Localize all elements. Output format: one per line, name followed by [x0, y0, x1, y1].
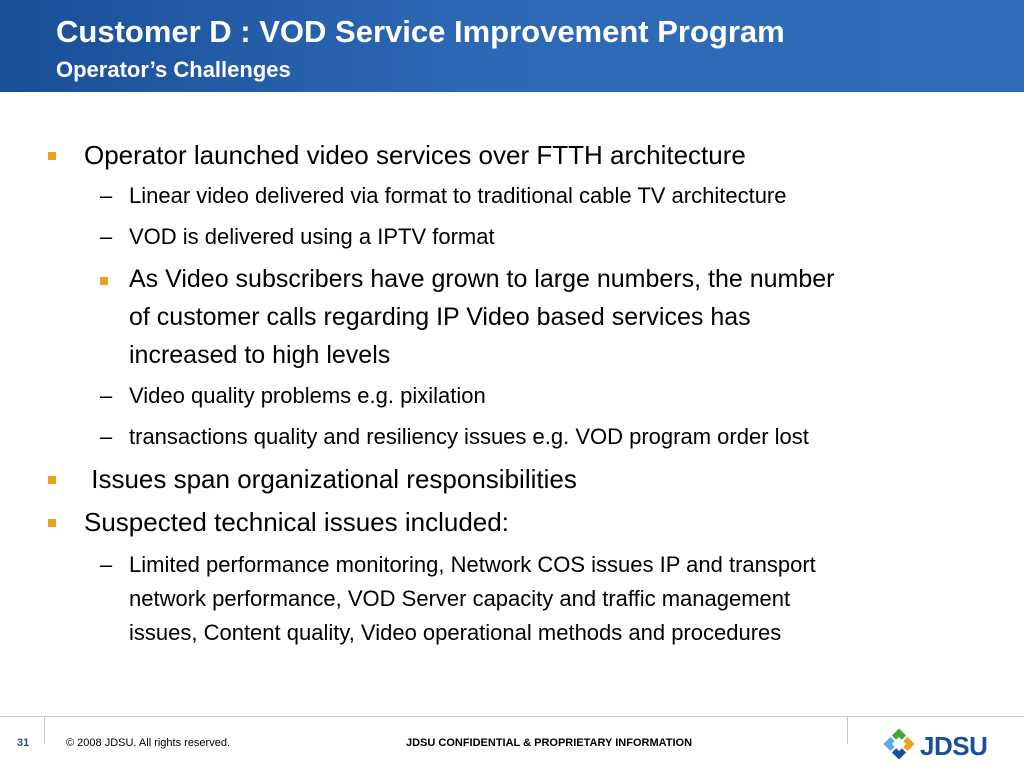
footer-divider — [44, 716, 45, 744]
bullet-text-line: increased to high levels — [129, 341, 391, 369]
bullet-text-line: of customer calls regarding IP Video based services has — [129, 303, 751, 331]
footer-divider — [0, 716, 1024, 717]
bullet-text: transactions quality and resiliency issues e.g. VOD program order lost — [129, 424, 809, 449]
copyright-text: © 2008 JDSU. All rights reserved. — [66, 737, 231, 749]
bullet-dash-icon: – — [100, 183, 113, 208]
bullet-text: Issues span organizational responsibilities — [84, 464, 577, 494]
bullet-square-icon — [48, 519, 56, 527]
bullet-square-icon — [48, 476, 56, 484]
bullet-text-line: As Video subscribers have grown to large numbers, the number — [129, 265, 835, 293]
bullet-dash-icon: – — [100, 552, 113, 577]
bullet-text: Linear video delivered via format to traditional cable TV architecture — [129, 183, 787, 208]
slide-title: Customer D : VOD Service Improvement Program — [56, 14, 785, 49]
bullet-text: Suspected technical issues included: — [84, 507, 509, 537]
logo-wordmark: JDSU — [920, 731, 988, 761]
bullet-dash-icon: – — [100, 424, 113, 449]
jdsu-logo-icon — [882, 727, 916, 761]
bullet-text: Operator launched video services over FTTH architecture — [84, 140, 746, 170]
slide-subtitle: Operator’s Challenges — [56, 57, 291, 82]
bullet-text-line: network performance, VOD Server capacity and traffic management — [129, 586, 791, 611]
bullet-text-line: Limited performance monitoring, Network COS issues IP and transport — [129, 552, 816, 577]
bullet-text: Video quality problems e.g. pixilation — [129, 383, 486, 408]
bullet-text: VOD is delivered using a IPTV format — [129, 224, 495, 249]
confidential-notice: JDSU CONFIDENTIAL & PROPRIETARY INFORMATION — [406, 737, 693, 749]
bullet-square-icon — [48, 152, 56, 160]
bullet-dash-icon: – — [100, 383, 113, 408]
jdsu-logo — [882, 727, 992, 761]
page-number: 31 — [17, 737, 30, 749]
bullet-text-line: issues, Content quality, Video operational methods and procedures — [129, 620, 782, 645]
footer-divider — [847, 716, 848, 744]
bullet-square-icon — [100, 277, 108, 285]
bullet-dash-icon: – — [100, 224, 113, 249]
